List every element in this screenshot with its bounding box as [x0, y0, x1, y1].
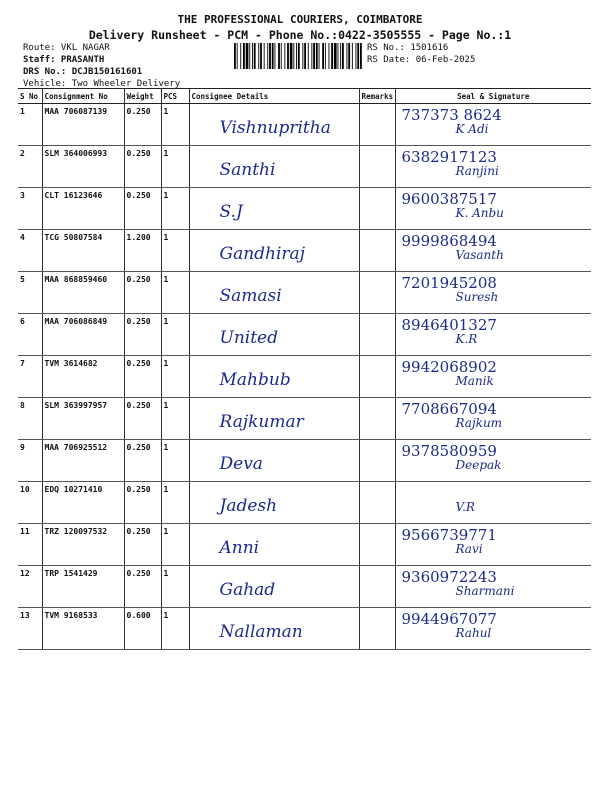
cell-weight: 0.250 — [124, 398, 161, 440]
cell-remarks — [359, 314, 395, 356]
cell-signature — [395, 356, 591, 398]
cell-consignee — [189, 146, 359, 188]
table-row — [18, 188, 591, 230]
cell-signature — [395, 104, 591, 146]
cell-signature — [395, 146, 591, 188]
cell-signature — [395, 608, 591, 650]
cell-weight: 0.250 — [124, 524, 161, 566]
table-row — [18, 146, 591, 188]
handwritten-signature: Rahul — [455, 626, 492, 640]
handwritten-phone: 9566739771 — [401, 526, 497, 544]
handwritten-phone: 7708667094 — [401, 400, 497, 418]
drs-text: DRS No.: DCJB150161601 — [23, 67, 143, 77]
cell-sno: 7 — [18, 356, 42, 398]
consignee-handwritten-name: Gahad — [219, 580, 276, 600]
cell-consignee — [189, 398, 359, 440]
cell-remarks — [359, 524, 395, 566]
col-header-consignee: Consignee Details — [189, 89, 359, 104]
cell-sno: 11 — [18, 524, 42, 566]
consignee-handwritten-name: Samasi — [219, 286, 282, 306]
consignee-handwritten-name: Deva — [219, 454, 263, 474]
table-row — [18, 566, 591, 608]
cell-pcs: 1 — [161, 230, 189, 272]
handwritten-signature: Deepak — [455, 458, 502, 472]
cell-consignment-no: TRZ 120097532 — [42, 524, 124, 566]
table-header-row — [18, 89, 591, 104]
col-header-weight: Weight — [124, 89, 161, 104]
cell-remarks — [359, 188, 395, 230]
runsheet-subtitle: Delivery Runsheet - PCM - Phone No.:0422-3505555 - Page No.:1 — [88, 28, 512, 42]
handwritten-phone: 737373 8624 — [401, 106, 502, 124]
handwritten-signature: K.R — [455, 332, 478, 346]
handwritten-signature: V.R — [455, 500, 475, 514]
handwritten-signature: K. Anbu — [455, 206, 504, 220]
cell-consignment-no: MAA 706925512 — [42, 440, 124, 482]
cell-pcs: 1 — [161, 482, 189, 524]
cell-remarks — [359, 608, 395, 650]
handwritten-phone: 8946401327 — [401, 316, 497, 334]
handwritten-phone: 7201945208 — [401, 274, 497, 292]
handwritten-signature: Manik — [455, 374, 494, 388]
consignee-handwritten-name: S.J — [219, 202, 243, 222]
staff-text: Staff: PRASANTH — [23, 55, 105, 65]
cell-remarks — [359, 356, 395, 398]
cell-weight: 0.250 — [124, 314, 161, 356]
cell-weight: 1.200 — [124, 230, 161, 272]
table-row — [18, 440, 591, 482]
cell-consignee — [189, 230, 359, 272]
cell-sno: 3 — [18, 188, 42, 230]
cell-weight: 0.250 — [124, 440, 161, 482]
handwritten-phone: 9942068902 — [401, 358, 497, 376]
handwritten-signature: Rajkum — [455, 416, 503, 430]
cell-sno: 13 — [18, 608, 42, 650]
cell-remarks — [359, 272, 395, 314]
cell-remarks — [359, 230, 395, 272]
cell-consignment-no: MAA 868859460 — [42, 272, 124, 314]
cell-consignment-no: MAA 706086849 — [42, 314, 124, 356]
handwritten-signature: Ravi — [455, 542, 483, 556]
cell-signature — [395, 482, 591, 524]
cell-consignee — [189, 188, 359, 230]
handwritten-signature: K Adi — [455, 122, 489, 136]
runsheet-table — [18, 88, 591, 650]
cell-weight: 0.250 — [124, 356, 161, 398]
cell-consignment-no: TCG 50807584 — [42, 230, 124, 272]
cell-consignee — [189, 104, 359, 146]
cell-sno: 6 — [18, 314, 42, 356]
consignee-handwritten-name: United — [219, 328, 278, 348]
col-header-signature: Seal & Signature — [395, 89, 591, 104]
cell-pcs: 1 — [161, 608, 189, 650]
cell-pcs: 1 — [161, 524, 189, 566]
cell-consignee — [189, 272, 359, 314]
cell-signature — [395, 188, 591, 230]
table-row — [18, 356, 591, 398]
company-title: THE PROFESSIONAL COURIERS, COIMBATORE — [177, 13, 423, 26]
cell-weight: 0.250 — [124, 482, 161, 524]
cell-consignment-no: TVM 9168533 — [42, 608, 124, 650]
consignee-handwritten-name: Anni — [219, 538, 260, 558]
cell-consignee — [189, 566, 359, 608]
cell-signature — [395, 272, 591, 314]
cell-consignment-no: TVM 3614682 — [42, 356, 124, 398]
col-header-sno: S No — [18, 89, 42, 104]
meta-right — [367, 42, 475, 66]
vehicle-text: Vehicle: Two Wheeler Delivery — [23, 79, 181, 89]
cell-consignment-no: CLT 16123646 — [42, 188, 124, 230]
cell-consignment-no: SLM 363997957 — [42, 398, 124, 440]
cell-consignee — [189, 524, 359, 566]
handwritten-phone: 9378580959 — [401, 442, 497, 460]
cell-consignee — [189, 356, 359, 398]
cell-weight: 0.250 — [124, 272, 161, 314]
consignee-handwritten-name: Jadesh — [219, 496, 278, 516]
cell-consignment-no: MAA 706087139 — [42, 104, 124, 146]
cell-pcs: 1 — [161, 146, 189, 188]
cell-signature — [395, 314, 591, 356]
cell-sno: 2 — [18, 146, 42, 188]
consignee-handwritten-name: Gandhiraj — [219, 244, 305, 264]
cell-consignment-no: TRP 1541429 — [42, 566, 124, 608]
cell-consignee — [189, 608, 359, 650]
route-text: Route: VKL NAGAR — [23, 43, 110, 53]
table-row — [18, 314, 591, 356]
cell-pcs: 1 — [161, 440, 189, 482]
consignee-handwritten-name: Mahbub — [219, 370, 291, 390]
cell-pcs: 1 — [161, 314, 189, 356]
handwritten-phone: 6382917123 — [401, 148, 497, 166]
cell-pcs: 1 — [161, 356, 189, 398]
handwritten-signature: Suresh — [455, 290, 499, 304]
table-row — [18, 608, 591, 650]
cell-weight: 0.250 — [124, 188, 161, 230]
cell-signature — [395, 440, 591, 482]
barcode-image — [234, 43, 364, 69]
cell-pcs: 1 — [161, 566, 189, 608]
cell-weight: 0.600 — [124, 608, 161, 650]
cell-remarks — [359, 482, 395, 524]
handwritten-phone: 9999868494 — [401, 232, 497, 250]
cell-pcs: 1 — [161, 272, 189, 314]
cell-weight: 0.250 — [124, 566, 161, 608]
cell-consignment-no: EDQ 10271410 — [42, 482, 124, 524]
handwritten-phone: 9600387517 — [401, 190, 497, 208]
cell-pcs: 1 — [161, 398, 189, 440]
cell-remarks — [359, 398, 395, 440]
cell-signature — [395, 566, 591, 608]
cell-sno: 4 — [18, 230, 42, 272]
table-row — [18, 524, 591, 566]
cell-remarks — [359, 440, 395, 482]
table-row — [18, 398, 591, 440]
cell-remarks — [359, 146, 395, 188]
consignee-handwritten-name: Vishnupritha — [219, 118, 331, 138]
table-row — [18, 230, 591, 272]
cell-sno: 9 — [18, 440, 42, 482]
rs-number: RS No.: 1501616 — [367, 43, 449, 53]
cell-weight: 0.250 — [124, 146, 161, 188]
table-row — [18, 482, 591, 524]
cell-consignee — [189, 314, 359, 356]
cell-consignee — [189, 482, 359, 524]
meta-left — [23, 42, 180, 90]
cell-sno: 1 — [18, 104, 42, 146]
consignee-handwritten-name: Santhi — [219, 160, 276, 180]
consignee-handwritten-name: Nallaman — [219, 622, 303, 642]
handwritten-signature: Vasanth — [455, 248, 504, 262]
cell-signature — [395, 398, 591, 440]
cell-consignee — [189, 440, 359, 482]
col-header-pcs: PCS — [161, 89, 189, 104]
cell-remarks — [359, 104, 395, 146]
handwritten-signature: Sharmani — [455, 584, 515, 598]
cell-signature — [395, 230, 591, 272]
consignee-handwritten-name: Rajkumar — [219, 412, 304, 432]
cell-pcs: 1 — [161, 104, 189, 146]
cell-sno: 12 — [18, 566, 42, 608]
cell-weight: 0.250 — [124, 104, 161, 146]
table-row — [18, 104, 591, 146]
handwritten-signature: Ranjini — [455, 164, 499, 178]
cell-consignment-no: SLM 364006993 — [42, 146, 124, 188]
rs-date: RS Date: 06-Feb-2025 — [367, 55, 476, 65]
cell-sno: 10 — [18, 482, 42, 524]
col-header-remarks: Remarks — [359, 89, 395, 104]
cell-pcs: 1 — [161, 188, 189, 230]
cell-signature — [395, 524, 591, 566]
handwritten-phone: 9360972243 — [401, 568, 497, 586]
cell-sno: 5 — [18, 272, 42, 314]
table-row — [18, 272, 591, 314]
col-header-consignment: Consignment No — [42, 89, 124, 104]
cell-remarks — [359, 566, 395, 608]
cell-sno: 8 — [18, 398, 42, 440]
handwritten-phone: 9944967077 — [401, 610, 497, 628]
